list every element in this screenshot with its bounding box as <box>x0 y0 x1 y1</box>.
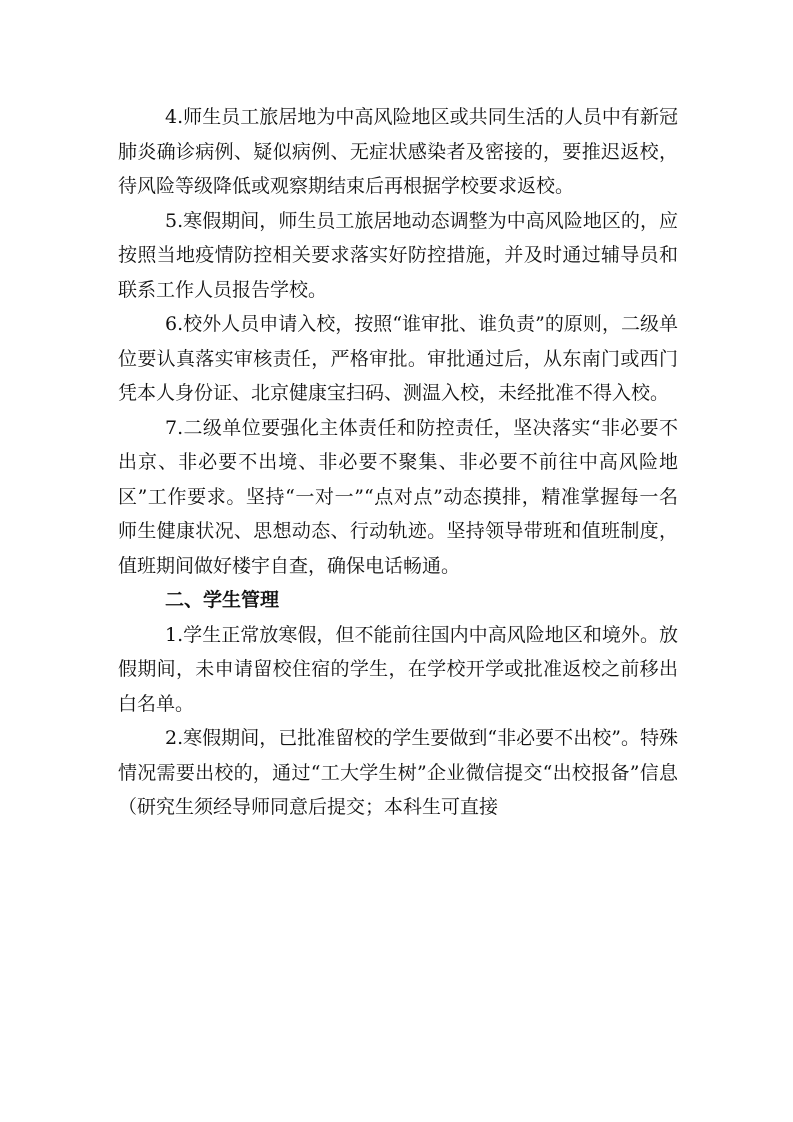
paragraph-item-7: 7.二级单位要强化主体责任和防控责任，坚决落实“非必要不出京、非必要不出境、非必要不聚集、非必要不前往中高风险地区”工作要求。坚持“一对一”“点对点”动态摸排，精准掌握每一名师生健康状况、思想动态、行动轨迹。坚持领导带班和值班制度，值班期间做好楼宇自查，确保电话畅通。 <box>118 416 678 577</box>
section-heading-student-management: 二、学生管理 <box>165 589 280 611</box>
paragraph-item-4: 4.师生员工旅居地为中高风险地区或共同生活的人员中有新冠肺炎确诊病例、疑似病例、无症状感染者及密接的，要推迟返校，待风险等级降低或观察期结束后再根据学校要求返校。 <box>118 106 678 197</box>
paragraph-student-1: 1.学生正常放寒假，但不能前往国内中高风险地区和境外。放假期间，未申请留校住宿的学生，在学校开学或批准返校之前移出白名单。 <box>118 623 678 715</box>
paragraph-item-6: 6.校外人员申请入校，按照“谁审批、谁负责”的原则，二级单位要认真落实审核责任，严格审批。审批通过后，从东南门或西门凭本人身份证、北京健康宝扫码、测温入校，未经批准不得入校。 <box>118 313 678 404</box>
document-body <box>118 100 678 825</box>
paragraph-student-2: 2.寒假期间，已批准留校的学生要做到“非必要不出校”。特殊情况需要出校的，通过“工大学生树”企业微信提交“出校报备”信息（研究生须经导师同意后提交；本科生可直接 <box>118 727 678 818</box>
paragraph-item-5: 5.寒假期间，师生员工旅居地动态调整为中高风险地区的，应按照当地疫情防控相关要求落实好防控措施，并及时通过辅导员和联系工作人员报告学校。 <box>118 209 678 301</box>
